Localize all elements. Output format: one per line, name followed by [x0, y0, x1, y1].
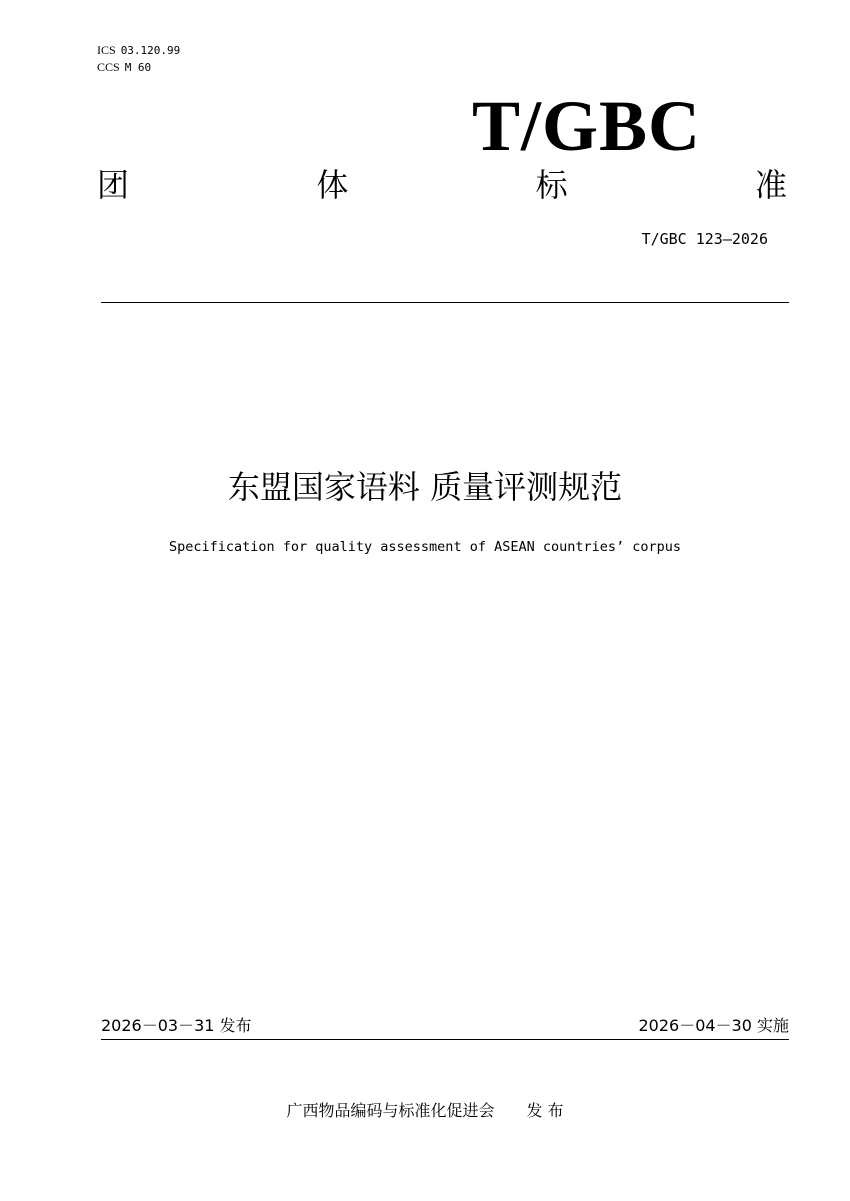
ccs-line — [97, 59, 180, 76]
classification-codes — [97, 42, 180, 76]
standard-number: T/GBC 123—2026 — [641, 230, 768, 248]
standard-type-char-2: 体 — [316, 166, 349, 204]
standard-type — [97, 162, 787, 208]
top-divider — [101, 302, 789, 303]
title-chinese: 东盟国家语料 质量评测规范 — [227, 468, 623, 506]
title-english: Specification for quality assessment of ASEAN countries’ corpus — [168, 539, 682, 555]
standard-type-char-3: 标 — [535, 166, 568, 204]
ccs-label: CCS — [97, 60, 120, 74]
ics-value: 03.120.99 — [120, 44, 181, 57]
ics-line — [97, 42, 180, 59]
issue-date: 2026－03－31 发布 — [101, 1016, 252, 1035]
standard-type-char-4: 准 — [754, 166, 787, 204]
standard-type-char-1: 团 — [97, 166, 130, 204]
implementation-date: 2026－04－30 实施 — [638, 1016, 789, 1035]
ics-label: ICS — [97, 43, 116, 57]
standard-logo: T/GBC — [472, 86, 702, 166]
bottom-divider — [101, 1039, 789, 1040]
publisher: 广西物品编码与标准化促进会 发 布 — [286, 1101, 564, 1120]
ccs-value: M 60 — [124, 61, 152, 74]
